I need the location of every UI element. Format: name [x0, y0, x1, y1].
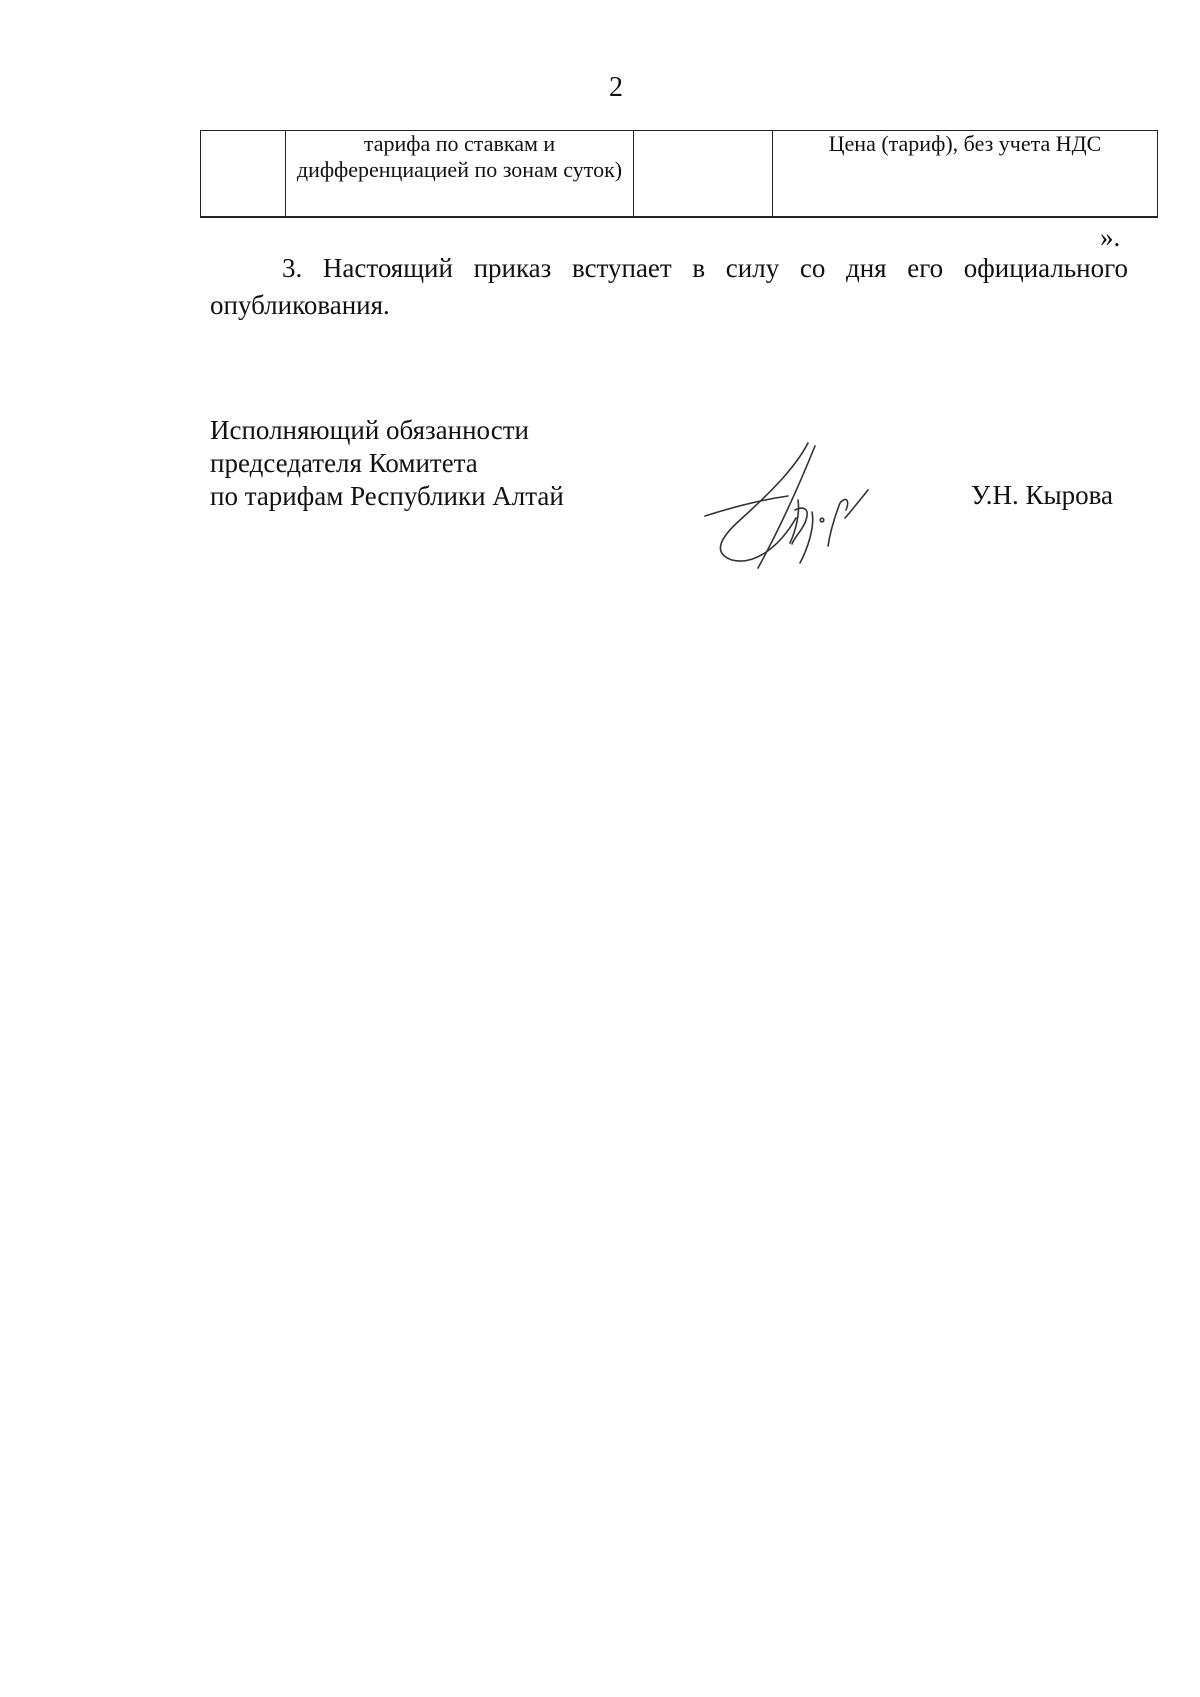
paragraph-effective-date: 3. Настоящий приказ вступает в силу со дня его официального опубликования.: [210, 253, 1128, 320]
table-cell-empty: [634, 131, 773, 218]
handwritten-signature: [700, 438, 900, 578]
signer-title-line: председателя Комитета: [210, 448, 478, 478]
signer-title-line: по тарифам Республики Алтай: [210, 481, 564, 511]
signer-title-line: Исполняющий обязанности: [210, 415, 529, 445]
table-row: [201, 131, 1158, 218]
page-number: 2: [609, 72, 623, 103]
signer-name: У.Н. Кырова: [971, 480, 1113, 510]
table-cell-description: тарифа по ставкам и дифференциацией по зонам суток): [286, 131, 634, 218]
tariff-table-continuation: [200, 130, 1158, 218]
table-cell-number: [201, 131, 286, 218]
closing-quote: ».: [1100, 222, 1121, 252]
signer-title: [210, 414, 650, 513]
table-cell-price: Цена (тариф), без учета НДС: [773, 131, 1158, 218]
